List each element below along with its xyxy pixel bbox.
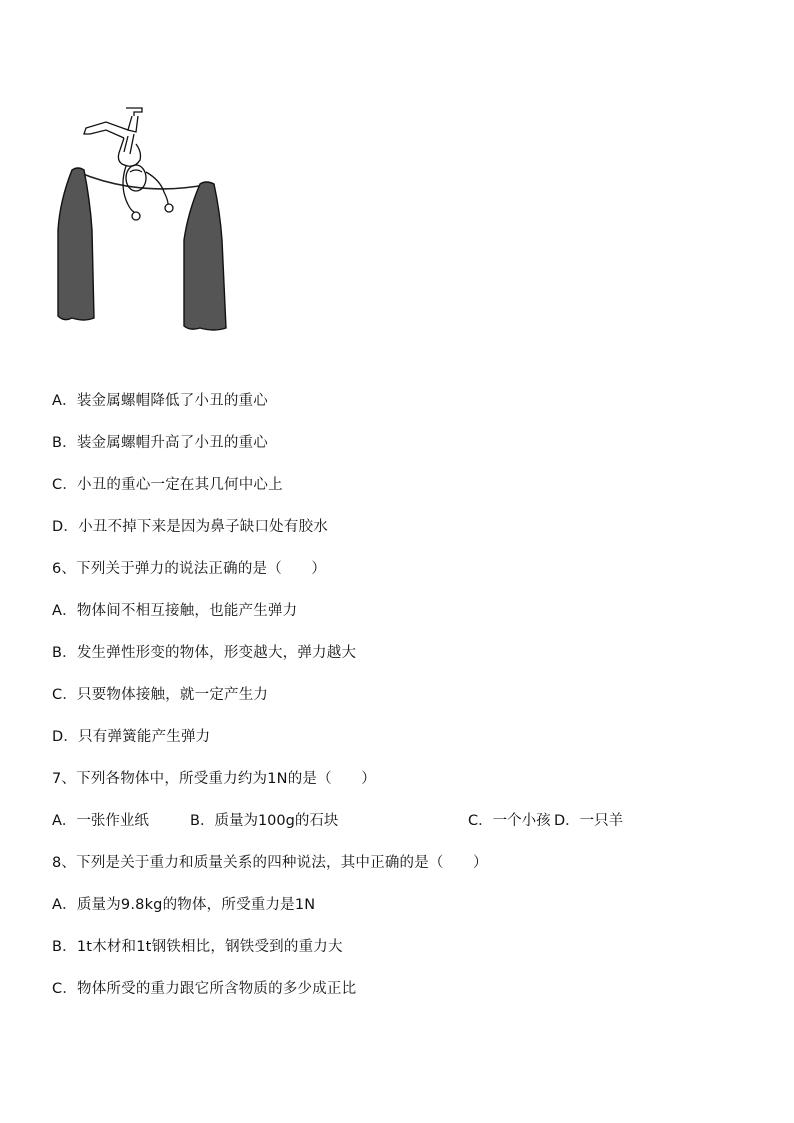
clown-body (84, 108, 173, 220)
q8-option-b: B．1t木材和1t钢铁相比，钢铁受到的重力大 (52, 939, 343, 955)
q8-option-c: C．物体所受的重力跟它所含物质的多少成正比 (52, 981, 357, 997)
q8-option-a: A．质量为9.8kg的物体，所受重力是1N (52, 897, 316, 913)
clown-balance-illustration (50, 100, 240, 340)
right-post (184, 182, 226, 330)
q6-option-d: D．只有弹簧能产生弹力 (52, 729, 211, 745)
q6-option-a: A．物体间不相互接触，也能产生弹力 (52, 603, 298, 619)
q5-option-a: A．装金属螺帽降低了小丑的重心 (52, 393, 268, 409)
q6-option-c: C．只要物体接触，就一定产生力 (52, 687, 269, 703)
left-post (58, 168, 94, 320)
q7-options-row (52, 811, 692, 831)
q7-option-a: A．一张作业纸 (52, 813, 149, 829)
q5-option-b: B．装金属螺帽升高了小丑的重心 (52, 435, 268, 451)
q7-option-d: D．一只羊 (554, 813, 624, 829)
q7-option-c: C．一个小孩 (468, 813, 551, 829)
q6-option-b: B．发生弹性形变的物体，形变越大，弹力越大 (52, 645, 357, 661)
q5-option-d: D．小丑不掉下来是因为鼻子缺口处有胶水 (52, 519, 328, 535)
q5-option-c: C．小丑的重心一定在其几何中心上 (52, 477, 283, 493)
q8-stem: 8、下列是关于重力和质量关系的四种说法，其中正确的是（ ） (52, 855, 488, 871)
clown-figure (50, 100, 240, 340)
q7-option-b: B．质量为100g的石块 (190, 813, 339, 829)
q6-stem: 6、下列关于弹力的说法正确的是（ ） (52, 561, 327, 577)
q7-stem: 7、下列各物体中，所受重力约为1N的是（ ） (52, 771, 376, 787)
